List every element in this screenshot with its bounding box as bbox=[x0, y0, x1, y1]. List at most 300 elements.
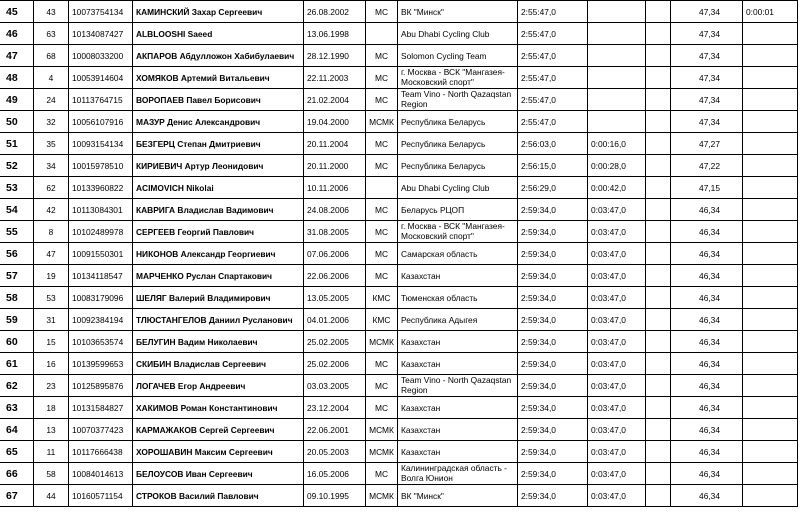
rider-name: КАВРИГА Владислав Вадимович bbox=[133, 199, 304, 221]
average-speed: 46,34 bbox=[671, 463, 743, 485]
extra-value bbox=[743, 243, 798, 265]
extra-value bbox=[743, 89, 798, 111]
rider-place: 60 bbox=[0, 331, 34, 353]
time-gap: 0:00:28,0 bbox=[588, 155, 646, 177]
extra-value bbox=[743, 353, 798, 375]
bib-number: 32 bbox=[34, 111, 69, 133]
sport-category: МС bbox=[366, 397, 398, 419]
time-gap: 0:00:42,0 bbox=[588, 177, 646, 199]
birth-date: 25.02.2006 bbox=[304, 353, 366, 375]
bib-number: 18 bbox=[34, 397, 69, 419]
time-gap bbox=[588, 23, 646, 45]
sport-category: КМС bbox=[366, 287, 398, 309]
birth-date: 07.06.2006 bbox=[304, 243, 366, 265]
average-speed: 47,34 bbox=[671, 111, 743, 133]
birth-date: 31.08.2005 bbox=[304, 221, 366, 243]
sport-category: МС bbox=[366, 199, 398, 221]
table-row bbox=[0, 221, 798, 243]
finish-time: 2:59:34,0 bbox=[518, 353, 588, 375]
time-gap: 0:03:47,0 bbox=[588, 353, 646, 375]
birth-date: 19.04.2000 bbox=[304, 111, 366, 133]
bib-number: 44 bbox=[34, 485, 69, 507]
team-name: Solomon Cycling Team bbox=[398, 45, 518, 67]
blank-cell bbox=[646, 199, 671, 221]
finish-time: 2:59:34,0 bbox=[518, 221, 588, 243]
team-name: г. Москва - ВСК "Мангазея-Московский спорт" bbox=[398, 67, 518, 89]
average-speed: 47,34 bbox=[671, 1, 743, 23]
bib-number: 31 bbox=[34, 309, 69, 331]
uci-id: 10134087427 bbox=[69, 23, 133, 45]
bib-number: 8 bbox=[34, 221, 69, 243]
finish-time: 2:55:47,0 bbox=[518, 111, 588, 133]
uci-id: 10134118547 bbox=[69, 265, 133, 287]
time-gap: 0:03:47,0 bbox=[588, 419, 646, 441]
team-name: ВК "Минск" bbox=[398, 485, 518, 507]
time-gap bbox=[588, 89, 646, 111]
bib-number: 43 bbox=[34, 1, 69, 23]
time-gap: 0:03:47,0 bbox=[588, 265, 646, 287]
rider-name: МАРЧЕНКО Руслан Спартакович bbox=[133, 265, 304, 287]
average-speed: 46,34 bbox=[671, 397, 743, 419]
extra-value bbox=[743, 463, 798, 485]
birth-date: 24.08.2006 bbox=[304, 199, 366, 221]
finish-time: 2:56:29,0 bbox=[518, 177, 588, 199]
team-name: Team Vino - North Qazaqstan Region bbox=[398, 375, 518, 397]
extra-value bbox=[743, 133, 798, 155]
blank-cell bbox=[646, 441, 671, 463]
average-speed: 47,34 bbox=[671, 23, 743, 45]
rider-name: ACIMOVICH Nikolai bbox=[133, 177, 304, 199]
rider-place: 49 bbox=[0, 89, 34, 111]
uci-id: 10092384194 bbox=[69, 309, 133, 331]
birth-date: 16.05.2006 bbox=[304, 463, 366, 485]
average-speed: 46,34 bbox=[671, 331, 743, 353]
finish-time: 2:55:47,0 bbox=[518, 1, 588, 23]
rider-name: СТРОКОВ Василий Павлович bbox=[133, 485, 304, 507]
team-name: Казахстан bbox=[398, 419, 518, 441]
sport-category: МС bbox=[366, 375, 398, 397]
finish-time: 2:55:47,0 bbox=[518, 67, 588, 89]
average-speed: 47,27 bbox=[671, 133, 743, 155]
average-speed: 46,34 bbox=[671, 353, 743, 375]
uci-id: 10131584827 bbox=[69, 397, 133, 419]
birth-date: 20.11.2004 bbox=[304, 133, 366, 155]
extra-value bbox=[743, 309, 798, 331]
average-speed: 46,34 bbox=[671, 441, 743, 463]
rider-name: СКИБИН Владислав Сергеевич bbox=[133, 353, 304, 375]
sport-category: МС bbox=[366, 67, 398, 89]
blank-cell bbox=[646, 23, 671, 45]
table-row bbox=[0, 463, 798, 485]
blank-cell bbox=[646, 243, 671, 265]
table-row bbox=[0, 89, 798, 111]
team-name: г. Москва - ВСК "Мангазея-Московский спорт" bbox=[398, 221, 518, 243]
uci-id: 10070377423 bbox=[69, 419, 133, 441]
time-gap: 0:03:47,0 bbox=[588, 375, 646, 397]
bib-number: 42 bbox=[34, 199, 69, 221]
birth-date: 03.03.2005 bbox=[304, 375, 366, 397]
rider-name: ВОРОПАЕВ Павел Борисович bbox=[133, 89, 304, 111]
average-speed: 46,34 bbox=[671, 485, 743, 507]
uci-id: 10117666438 bbox=[69, 441, 133, 463]
finish-time: 2:59:34,0 bbox=[518, 243, 588, 265]
time-gap bbox=[588, 111, 646, 133]
average-speed: 47,22 bbox=[671, 155, 743, 177]
uci-id: 10102489978 bbox=[69, 221, 133, 243]
team-name: Калининградская область - Волга Юнион bbox=[398, 463, 518, 485]
team-name: Казахстан bbox=[398, 331, 518, 353]
finish-time: 2:59:34,0 bbox=[518, 199, 588, 221]
team-name: Team Vino - North Qazaqstan Region bbox=[398, 89, 518, 111]
rider-name: КАРМАЖАКОВ Сергей Сергеевич bbox=[133, 419, 304, 441]
team-name: Республика Беларусь bbox=[398, 155, 518, 177]
extra-value bbox=[743, 397, 798, 419]
rider-name: АКПАРОВ Абдулложон Хабибулаевич bbox=[133, 45, 304, 67]
results-body bbox=[0, 1, 798, 507]
blank-cell bbox=[646, 353, 671, 375]
time-gap: 0:03:47,0 bbox=[588, 463, 646, 485]
birth-date: 22.06.2006 bbox=[304, 265, 366, 287]
rider-place: 52 bbox=[0, 155, 34, 177]
bib-number: 34 bbox=[34, 155, 69, 177]
extra-value bbox=[743, 177, 798, 199]
table-row bbox=[0, 397, 798, 419]
average-speed: 46,34 bbox=[671, 419, 743, 441]
sport-category: МСМК bbox=[366, 485, 398, 507]
team-name: ВК "Минск" bbox=[398, 1, 518, 23]
rider-name: ШЕЛЯГ Валерий Владимирович bbox=[133, 287, 304, 309]
birth-date: 22.11.2003 bbox=[304, 67, 366, 89]
birth-date: 09.10.1995 bbox=[304, 485, 366, 507]
uci-id: 10093154134 bbox=[69, 133, 133, 155]
rider-place: 46 bbox=[0, 23, 34, 45]
birth-date: 04.01.2006 bbox=[304, 309, 366, 331]
rider-name: ALBLOOSHI Saeed bbox=[133, 23, 304, 45]
rider-place: 65 bbox=[0, 441, 34, 463]
blank-cell bbox=[646, 155, 671, 177]
table-row bbox=[0, 309, 798, 331]
rider-place: 55 bbox=[0, 221, 34, 243]
sport-category: МСМК bbox=[366, 111, 398, 133]
extra-value bbox=[743, 199, 798, 221]
extra-value bbox=[743, 287, 798, 309]
team-name: Республика Беларусь bbox=[398, 133, 518, 155]
time-gap bbox=[588, 1, 646, 23]
time-gap: 0:03:47,0 bbox=[588, 441, 646, 463]
extra-value bbox=[743, 331, 798, 353]
time-gap bbox=[588, 45, 646, 67]
table-row bbox=[0, 441, 798, 463]
rider-place: 62 bbox=[0, 375, 34, 397]
table-row bbox=[0, 177, 798, 199]
bib-number: 58 bbox=[34, 463, 69, 485]
bib-number: 19 bbox=[34, 265, 69, 287]
extra-value: 0:00:01 bbox=[743, 1, 798, 23]
table-row bbox=[0, 1, 798, 23]
table-row bbox=[0, 155, 798, 177]
rider-place: 67 bbox=[0, 485, 34, 507]
rider-place: 59 bbox=[0, 309, 34, 331]
bib-number: 16 bbox=[34, 353, 69, 375]
rider-name: БЕЗГЕРЦ Степан Дмитриевич bbox=[133, 133, 304, 155]
average-speed: 46,34 bbox=[671, 221, 743, 243]
team-name: Казахстан bbox=[398, 441, 518, 463]
time-gap: 0:03:47,0 bbox=[588, 309, 646, 331]
time-gap: 0:03:47,0 bbox=[588, 331, 646, 353]
time-gap: 0:03:47,0 bbox=[588, 287, 646, 309]
team-name: Abu Dhabi Cycling Club bbox=[398, 23, 518, 45]
bib-number: 53 bbox=[34, 287, 69, 309]
extra-value bbox=[743, 441, 798, 463]
finish-time: 2:59:34,0 bbox=[518, 287, 588, 309]
sport-category: МС bbox=[366, 265, 398, 287]
rider-place: 51 bbox=[0, 133, 34, 155]
rider-place: 53 bbox=[0, 177, 34, 199]
average-speed: 47,34 bbox=[671, 89, 743, 111]
uci-id: 10160571154 bbox=[69, 485, 133, 507]
extra-value bbox=[743, 375, 798, 397]
average-speed: 46,34 bbox=[671, 375, 743, 397]
uci-id: 10084014613 bbox=[69, 463, 133, 485]
bib-number: 15 bbox=[34, 331, 69, 353]
team-name: Беларусь РЦОП bbox=[398, 199, 518, 221]
uci-id: 10073754134 bbox=[69, 1, 133, 23]
extra-value bbox=[743, 419, 798, 441]
blank-cell bbox=[646, 375, 671, 397]
birth-date: 28.12.1990 bbox=[304, 45, 366, 67]
blank-cell bbox=[646, 45, 671, 67]
birth-date: 21.02.2004 bbox=[304, 89, 366, 111]
finish-time: 2:59:34,0 bbox=[518, 375, 588, 397]
blank-cell bbox=[646, 419, 671, 441]
bib-number: 63 bbox=[34, 23, 69, 45]
table-row bbox=[0, 419, 798, 441]
rider-name: КИРИЕВИЧ Артур Леонидович bbox=[133, 155, 304, 177]
sport-category bbox=[366, 177, 398, 199]
sport-category: МС bbox=[366, 353, 398, 375]
time-gap: 0:03:47,0 bbox=[588, 397, 646, 419]
average-speed: 47,34 bbox=[671, 67, 743, 89]
table-row bbox=[0, 331, 798, 353]
rider-place: 63 bbox=[0, 397, 34, 419]
bib-number: 68 bbox=[34, 45, 69, 67]
rider-place: 57 bbox=[0, 265, 34, 287]
rider-place: 56 bbox=[0, 243, 34, 265]
uci-id: 10125895876 bbox=[69, 375, 133, 397]
rider-name: ХОРОШАВИН Максим Сергеевич bbox=[133, 441, 304, 463]
sport-category: МС bbox=[366, 1, 398, 23]
team-name: Abu Dhabi Cycling Club bbox=[398, 177, 518, 199]
blank-cell bbox=[646, 463, 671, 485]
rider-place: 61 bbox=[0, 353, 34, 375]
birth-date: 25.02.2005 bbox=[304, 331, 366, 353]
average-speed: 47,34 bbox=[671, 45, 743, 67]
rider-name: ТЛЮСТАНГЕЛОВ Даниил Русланович bbox=[133, 309, 304, 331]
sport-category: МСМК bbox=[366, 419, 398, 441]
team-name: Республика Адыгея bbox=[398, 309, 518, 331]
extra-value bbox=[743, 67, 798, 89]
finish-time: 2:59:34,0 bbox=[518, 397, 588, 419]
uci-id: 10113084301 bbox=[69, 199, 133, 221]
table-row bbox=[0, 485, 798, 507]
finish-time: 2:59:34,0 bbox=[518, 485, 588, 507]
birth-date: 13.05.2005 bbox=[304, 287, 366, 309]
sport-category: МС bbox=[366, 221, 398, 243]
extra-value bbox=[743, 221, 798, 243]
uci-id: 10133960822 bbox=[69, 177, 133, 199]
table-row bbox=[0, 287, 798, 309]
uci-id: 10008033200 bbox=[69, 45, 133, 67]
rider-place: 64 bbox=[0, 419, 34, 441]
birth-date: 10.11.2006 bbox=[304, 177, 366, 199]
extra-value bbox=[743, 155, 798, 177]
average-speed: 46,34 bbox=[671, 265, 743, 287]
rider-name: ХАКИМОВ Роман Константинович bbox=[133, 397, 304, 419]
birth-date: 13.06.1998 bbox=[304, 23, 366, 45]
uci-id: 10139599653 bbox=[69, 353, 133, 375]
rider-place: 45 bbox=[0, 1, 34, 23]
rider-name: ХОМЯКОВ Артемий Витальевич bbox=[133, 67, 304, 89]
rider-name: ЛОГАЧЕВ Егор Андреевич bbox=[133, 375, 304, 397]
table-row bbox=[0, 111, 798, 133]
rider-name: БЕЛОУСОВ Иван Сергеевич bbox=[133, 463, 304, 485]
birth-date: 22.06.2001 bbox=[304, 419, 366, 441]
table-row bbox=[0, 265, 798, 287]
uci-id: 10091550301 bbox=[69, 243, 133, 265]
blank-cell bbox=[646, 397, 671, 419]
uci-id: 10053914604 bbox=[69, 67, 133, 89]
time-gap: 0:03:47,0 bbox=[588, 243, 646, 265]
birth-date: 26.08.2002 bbox=[304, 1, 366, 23]
finish-time: 2:59:34,0 bbox=[518, 309, 588, 331]
bib-number: 23 bbox=[34, 375, 69, 397]
extra-value bbox=[743, 45, 798, 67]
bib-number: 4 bbox=[34, 67, 69, 89]
table-row bbox=[0, 23, 798, 45]
bib-number: 24 bbox=[34, 89, 69, 111]
table-row bbox=[0, 199, 798, 221]
team-name: Тюменская область bbox=[398, 287, 518, 309]
blank-cell bbox=[646, 485, 671, 507]
bib-number: 13 bbox=[34, 419, 69, 441]
finish-time: 2:55:47,0 bbox=[518, 89, 588, 111]
finish-time: 2:55:47,0 bbox=[518, 23, 588, 45]
finish-time: 2:55:47,0 bbox=[518, 45, 588, 67]
time-gap: 0:03:47,0 bbox=[588, 221, 646, 243]
rider-place: 50 bbox=[0, 111, 34, 133]
birth-date: 20.05.2003 bbox=[304, 441, 366, 463]
blank-cell bbox=[646, 111, 671, 133]
team-name: Республика Беларусь bbox=[398, 111, 518, 133]
average-speed: 46,34 bbox=[671, 287, 743, 309]
extra-value bbox=[743, 485, 798, 507]
blank-cell bbox=[646, 221, 671, 243]
rider-name: МАЗУР Денис Александрович bbox=[133, 111, 304, 133]
blank-cell bbox=[646, 177, 671, 199]
table-row bbox=[0, 45, 798, 67]
team-name: Казахстан bbox=[398, 353, 518, 375]
time-gap bbox=[588, 67, 646, 89]
birth-date: 20.11.2000 bbox=[304, 155, 366, 177]
sport-category: МС bbox=[366, 133, 398, 155]
rider-name: КАМИНСКИЙ Захар Сергеевич bbox=[133, 1, 304, 23]
average-speed: 46,34 bbox=[671, 309, 743, 331]
sport-category: МСМК bbox=[366, 331, 398, 353]
blank-cell bbox=[646, 1, 671, 23]
average-speed: 46,34 bbox=[671, 199, 743, 221]
average-speed: 47,15 bbox=[671, 177, 743, 199]
time-gap: 0:00:16,0 bbox=[588, 133, 646, 155]
table-row bbox=[0, 375, 798, 397]
rider-place: 54 bbox=[0, 199, 34, 221]
blank-cell bbox=[646, 89, 671, 111]
sport-category: МС bbox=[366, 89, 398, 111]
sport-category: МСМК bbox=[366, 441, 398, 463]
blank-cell bbox=[646, 133, 671, 155]
blank-cell bbox=[646, 309, 671, 331]
sport-category: МС bbox=[366, 463, 398, 485]
extra-value bbox=[743, 265, 798, 287]
sport-category: МС bbox=[366, 155, 398, 177]
blank-cell bbox=[646, 265, 671, 287]
bib-number: 11 bbox=[34, 441, 69, 463]
finish-time: 2:59:34,0 bbox=[518, 265, 588, 287]
bib-number: 47 bbox=[34, 243, 69, 265]
team-name: Казахстан bbox=[398, 265, 518, 287]
time-gap: 0:03:47,0 bbox=[588, 485, 646, 507]
finish-time: 2:59:34,0 bbox=[518, 441, 588, 463]
rider-name: СЕРГЕЕВ Георгий Павлович bbox=[133, 221, 304, 243]
uci-id: 10083179096 bbox=[69, 287, 133, 309]
blank-cell bbox=[646, 287, 671, 309]
birth-date: 23.12.2004 bbox=[304, 397, 366, 419]
rider-name: НИКОНОВ Александр Георгиевич bbox=[133, 243, 304, 265]
sport-category bbox=[366, 23, 398, 45]
uci-id: 10103653574 bbox=[69, 331, 133, 353]
team-name: Самарская область bbox=[398, 243, 518, 265]
table-row bbox=[0, 353, 798, 375]
blank-cell bbox=[646, 331, 671, 353]
table-row bbox=[0, 67, 798, 89]
sport-category: МС bbox=[366, 243, 398, 265]
average-speed: 46,34 bbox=[671, 243, 743, 265]
bib-number: 62 bbox=[34, 177, 69, 199]
team-name: Казахстан bbox=[398, 397, 518, 419]
table-row bbox=[0, 133, 798, 155]
blank-cell bbox=[646, 67, 671, 89]
finish-time: 2:56:15,0 bbox=[518, 155, 588, 177]
finish-time: 2:59:34,0 bbox=[518, 331, 588, 353]
extra-value bbox=[743, 111, 798, 133]
rider-place: 47 bbox=[0, 45, 34, 67]
rider-place: 66 bbox=[0, 463, 34, 485]
finish-time: 2:59:34,0 bbox=[518, 463, 588, 485]
sport-category: МС bbox=[366, 45, 398, 67]
sport-category: КМС bbox=[366, 309, 398, 331]
rider-place: 48 bbox=[0, 67, 34, 89]
rider-place: 58 bbox=[0, 287, 34, 309]
bib-number: 35 bbox=[34, 133, 69, 155]
uci-id: 10113764715 bbox=[69, 89, 133, 111]
time-gap: 0:03:47,0 bbox=[588, 199, 646, 221]
finish-time: 2:59:34,0 bbox=[518, 419, 588, 441]
rider-name: БЕЛУГИН Вадим Николаевич bbox=[133, 331, 304, 353]
table-row bbox=[0, 243, 798, 265]
extra-value bbox=[743, 23, 798, 45]
uci-id: 10056107916 bbox=[69, 111, 133, 133]
uci-id: 10015978510 bbox=[69, 155, 133, 177]
finish-time: 2:56:03,0 bbox=[518, 133, 588, 155]
